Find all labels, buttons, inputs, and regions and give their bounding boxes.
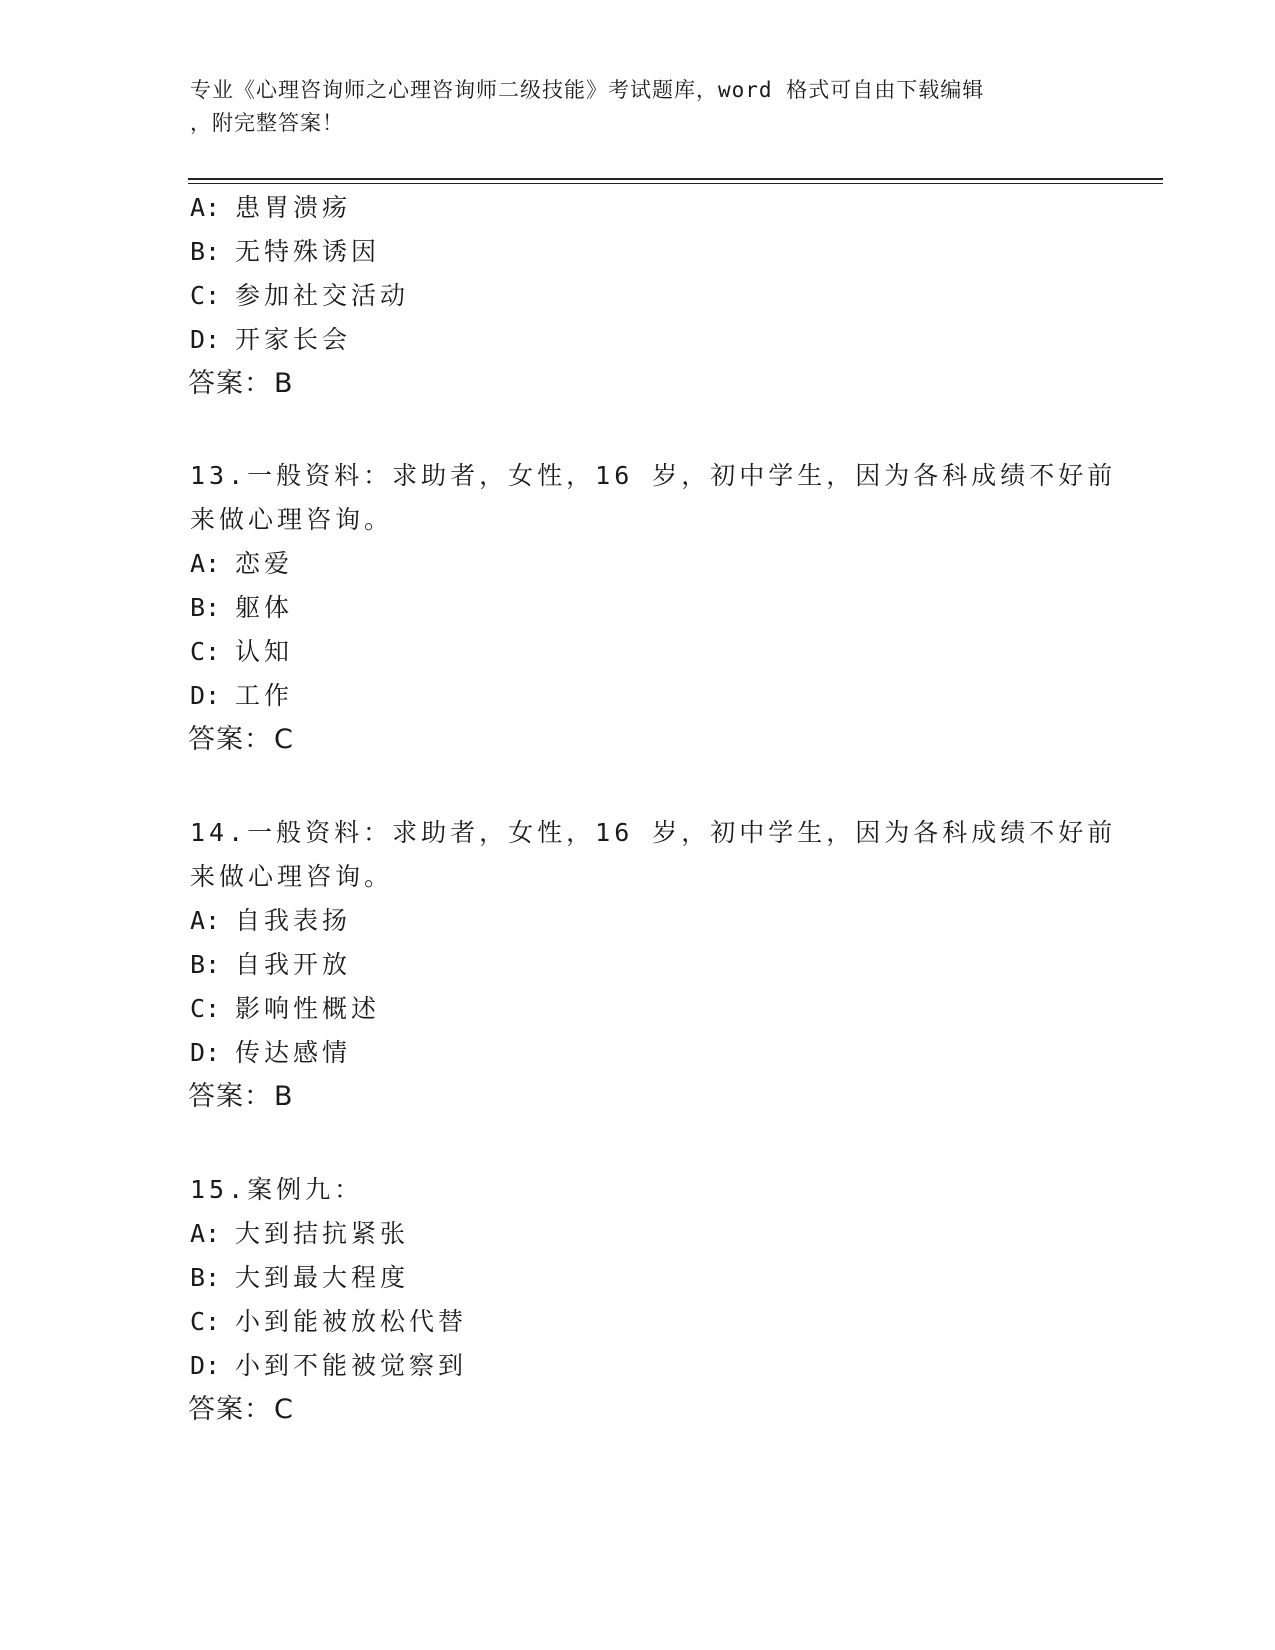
option-text: 无特殊诱因 [235, 237, 381, 266]
option-text: 影响性概述 [235, 994, 381, 1023]
answer-label: 答案： [188, 724, 272, 755]
q14-option-d [190, 1037, 351, 1069]
q13-stem-line-1: 13.一般资料：求助者，女性，16 岁，初中学生，因为各科成绩不好前 [190, 461, 1117, 490]
option-letter: A: [190, 1219, 221, 1248]
option-letter: D: [190, 325, 221, 354]
q15-option-a [190, 1218, 409, 1250]
q14-option-c [190, 993, 380, 1025]
option-letter: B: [190, 950, 221, 979]
option-text: 自我表扬 [235, 906, 352, 935]
option-letter: A: [190, 549, 221, 578]
option-text: 大到最大程度 [235, 1263, 410, 1292]
answer-value: B [274, 368, 294, 399]
q15-option-d [190, 1350, 467, 1382]
option-letter: D: [190, 1351, 221, 1380]
q14-option-a [190, 905, 351, 937]
q12-option-b [190, 236, 380, 268]
option-text: 工作 [235, 681, 294, 710]
q15-option-c [190, 1306, 467, 1338]
q13-option-b [190, 592, 293, 624]
option-letter: C: [190, 637, 221, 666]
option-letter: C: [190, 994, 221, 1023]
answer-label: 答案： [188, 1394, 272, 1425]
header-divider-thin [188, 183, 1163, 184]
option-text: 患胃溃疡 [235, 193, 352, 222]
option-letter: C: [190, 1307, 221, 1336]
header-divider-thick [188, 178, 1163, 180]
header-line-2: ，附完整答案！ [190, 111, 344, 135]
option-text: 小到不能被觉察到 [235, 1351, 468, 1380]
option-text: 传达感情 [235, 1038, 352, 1067]
q12-option-d [190, 324, 351, 356]
q15-answer [188, 1394, 294, 1426]
option-text: 自我开放 [235, 950, 352, 979]
q14-answer [188, 1081, 294, 1113]
header-line-1: 专业《心理咨询师之心理咨询师二级技能》考试题库，word 格式可自由下载编辑 [190, 78, 985, 102]
answer-value: C [274, 724, 294, 755]
q14-stem-line-2: 来做心理咨询。 [190, 862, 394, 891]
option-letter: A: [190, 193, 221, 222]
option-letter: D: [190, 681, 221, 710]
option-text: 小到能被放松代替 [235, 1307, 468, 1336]
q14-stem-line-1: 14.一般资料：求助者，女性，16 岁，初中学生，因为各科成绩不好前 [190, 818, 1117, 847]
answer-value: C [274, 1394, 294, 1425]
option-text: 开家长会 [235, 325, 352, 354]
q13-option-d [190, 680, 293, 712]
answer-value: B [274, 1081, 294, 1112]
option-text: 躯体 [235, 593, 294, 622]
option-letter: B: [190, 1263, 221, 1292]
q12-option-c [190, 280, 409, 312]
option-letter: A: [190, 906, 221, 935]
option-text: 恋爱 [235, 549, 294, 578]
q12-option-a [190, 192, 351, 224]
q13-option-c [190, 636, 293, 668]
option-letter: D: [190, 1038, 221, 1067]
option-letter: B: [190, 593, 221, 622]
document-header [190, 74, 1090, 140]
option-text: 认知 [235, 637, 294, 666]
option-letter: C: [190, 281, 221, 310]
option-text: 大到拮抗紧张 [235, 1219, 410, 1248]
q15-option-b [190, 1262, 409, 1294]
q13-answer [188, 724, 294, 756]
q15-stem-line-1: 15.案例九： [190, 1175, 364, 1204]
q13-stem-line-2: 来做心理咨询。 [190, 505, 394, 534]
q13-option-a [190, 548, 293, 580]
option-text: 参加社交活动 [235, 281, 410, 310]
option-letter: B: [190, 237, 221, 266]
q14-option-b [190, 949, 351, 981]
answer-label: 答案： [188, 1081, 272, 1112]
answer-label: 答案： [188, 368, 272, 399]
q12-answer [188, 368, 294, 400]
